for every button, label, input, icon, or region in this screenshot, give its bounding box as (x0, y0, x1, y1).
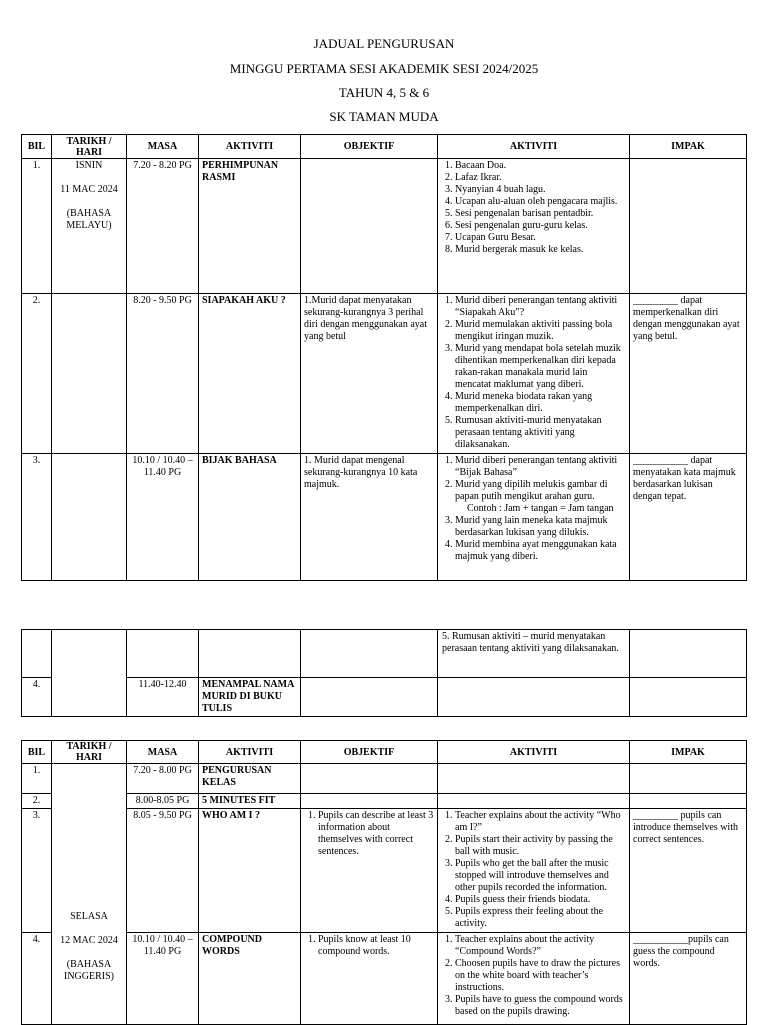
row-steps (438, 794, 630, 809)
row-impak: _________ pupils can introduce themselves with correct sentences. (630, 809, 747, 933)
row-steps (438, 678, 630, 717)
list-item: 3. Murid yang mendapat bola setelah muzik dihentikan memperkenalkan diri kepada rakan-rakan manakala murid lain mencatat maklumat yang diberi. (455, 343, 626, 391)
list-item: 1. Teacher explains about the activity “Who am I?” (455, 810, 626, 834)
table-header-row (22, 135, 747, 159)
row-steps (438, 809, 630, 933)
table-row (22, 809, 747, 933)
row-steps (438, 294, 630, 454)
row-objektif (301, 794, 438, 809)
col-impak: IMPAK (630, 135, 747, 159)
row-steps: 5. Rumusan aktiviti – murid menyatakan perasaan tentang aktiviti yang dilaksanakan. (438, 630, 630, 678)
row-masa: 8.00-8.05 PG (127, 794, 199, 809)
row-aktiviti: SIAPAKAH AKU ? (199, 294, 301, 454)
row-masa (127, 630, 199, 678)
col-objektif: OBJEKTIF (301, 741, 438, 764)
row-objektif (301, 764, 438, 794)
row-objektif (301, 809, 438, 933)
row-masa: 10.10 / 10.40 – 11.40 PG (127, 933, 199, 1025)
row-steps (438, 159, 630, 294)
row-impak (630, 630, 747, 678)
row-objektif (301, 159, 438, 294)
day-date: 11 MAC 2024 (60, 184, 118, 195)
row-impak (630, 794, 747, 809)
row-bil: 1. (22, 764, 52, 794)
row-steps (438, 933, 630, 1025)
row-bil: 1. (22, 159, 52, 294)
list-item: 5. Pupils express their feeling about the activity. (455, 906, 626, 930)
row-impak: _________ dapat memperkenalkan diri dengan menggunakan ayat yang betul. (630, 294, 747, 454)
list-item: 4. Ucapan alu-aluan oleh pengacara majlis. (455, 196, 626, 208)
table-header-row (22, 741, 747, 764)
list-item: 8. Murid bergerak masuk ke kelas. (455, 244, 626, 256)
row-aktiviti (199, 630, 301, 678)
col-aktiviti-steps: AKTIVITI (438, 741, 630, 764)
row-steps (438, 764, 630, 794)
row-aktiviti: PERHIMPUNAN RASMI (199, 159, 301, 294)
list-item: 2. Pupils start their activity by passing the ball with music. (455, 834, 626, 858)
list-item: 1. Pupils can describe at least 3 information about themselves with correct sentences. (318, 810, 434, 858)
row-aktiviti: PENGURUSAN KELAS (199, 764, 301, 794)
day-subject: (BAHASA INGGERIS) (64, 959, 114, 982)
row-masa: 8.20 - 9.50 PG (127, 294, 199, 454)
day-subject: (BAHASA MELAYU) (66, 208, 112, 231)
list-item: 1. Murid diberi penerangan tentang aktiviti “Bijak Bahasa” (455, 455, 626, 479)
col-aktiviti-steps: AKTIVITI (438, 135, 630, 159)
list-item: 5. Sesi pengenalan barisan pentadbir. (455, 208, 626, 220)
day-name: ISNIN (75, 160, 103, 171)
doc-year-line: TAHUN 4, 5 & 6 (338, 85, 430, 100)
list-item: 7. Ucapan Guru Besar. (455, 232, 626, 244)
list-item: 4. Pupils guess their friends biodata. (455, 894, 626, 906)
col-objektif: OBJEKTIF (301, 135, 438, 159)
table-row (22, 294, 747, 454)
row-aktiviti: WHO AM I ? (199, 809, 301, 933)
row-steps (438, 454, 630, 581)
list-item: 1. Murid diberi penerangan tentang aktiviti “Siapakah Aku”? (455, 295, 626, 319)
day-cell-empty (52, 454, 127, 581)
table-row (22, 454, 747, 581)
table-row (22, 764, 747, 794)
list-item: 6. Sesi pengenalan guru-guru kelas. (455, 220, 626, 232)
row-bil: 4. (22, 678, 52, 717)
table-row (22, 794, 747, 809)
day-cell-empty (52, 630, 127, 717)
row-masa: 11.40-12.40 (127, 678, 199, 717)
col-masa: MASA (127, 741, 199, 764)
list-item: 2. Lafaz Ikrar. (455, 172, 626, 184)
list-item: 3. Pupils have to guess the compound words based on the pupils drawing. (455, 994, 626, 1018)
row-objektif: 1.Murid dapat menyatakan sekurang-kurangnya 3 perihal diri dengan menggunakan ayat yang betul (301, 294, 438, 454)
row-aktiviti: MENAMPAL NAMA MURID DI BUKU TULIS (199, 678, 301, 717)
col-tarikh: TARIKH / HARI (52, 135, 127, 159)
row-bil: 2. (22, 794, 52, 809)
list-item: 1. Bacaan Doa. (455, 160, 626, 172)
list-item: 4. Murid meneka biodata rakan yang memperkenalkan diri. (455, 391, 626, 415)
col-bil: BIL (22, 741, 52, 764)
row-impak (630, 764, 747, 794)
table-row (22, 159, 747, 294)
col-bil: BIL (22, 135, 52, 159)
list-item: 4. Murid membina ayat menggunakan kata majmuk yang diberi. (455, 539, 626, 563)
doc-school-name: SK TAMAN MUDA (329, 109, 439, 124)
row-aktiviti: 5 MINUTES FIT (199, 794, 301, 809)
row-objektif (301, 678, 438, 717)
row-bil: 2. (22, 294, 52, 454)
day-name: SELASA (70, 911, 108, 922)
list-item: 3. Nyanyian 4 buah lagu. (455, 184, 626, 196)
row-masa: 10.10 / 10.40 – 11.40 PG (127, 454, 199, 581)
list-item: 3. Murid yang lain meneka kata majmuk berdasarkan lukisan yang dilukis. (455, 515, 626, 539)
row-objektif: 1. Murid dapat mengenal sekurang-kurangnya 10 kata majmuk. (301, 454, 438, 581)
list-item (455, 479, 626, 515)
row-aktiviti: COMPOUND WORDS (199, 933, 301, 1025)
row-masa: 8.05 - 9.50 PG (127, 809, 199, 933)
table-row (22, 630, 747, 678)
list-item: 1. Teacher explains about the activity “Compound Words?” (455, 934, 626, 958)
schedule-table-monday (21, 134, 747, 581)
day-cell (52, 159, 127, 294)
list-item: 5. Rumusan aktiviti-murid menyatakan perasaan tentang aktiviti yang dilaksanakan. (455, 415, 626, 451)
col-tarikh: TARIKH / HARI (52, 741, 127, 764)
doc-subtitle: MINGGU PERTAMA SESI AKADEMIK SESI 2024/2025 (229, 61, 539, 76)
col-aktiviti: AKTIVITI (199, 741, 301, 764)
row-bil: 3. (22, 454, 52, 581)
table-row (22, 933, 747, 1025)
row-objektif (301, 933, 438, 1025)
row-impak (630, 159, 747, 294)
day-cell-empty (52, 294, 127, 454)
day-date: 12 MAC 2024 (60, 935, 118, 946)
schedule-table-continuation (21, 629, 747, 717)
list-item: 1. Pupils know at least 10 compound words. (318, 934, 434, 958)
col-impak: IMPAK (630, 741, 747, 764)
list-item: 2. Murid memulakan aktiviti passing bola mengikut iringan muzik. (455, 319, 626, 343)
row-bil (22, 630, 52, 678)
row-aktiviti: BIJAK BAHASA (199, 454, 301, 581)
row-bil: 4. (22, 933, 52, 1025)
list-item: 3. Pupils who get the ball after the music stopped will introduve themselves and other pupils recorded the information. (455, 858, 626, 894)
example-text: Contoh : Jam + tangan = Jam tangan (467, 503, 614, 514)
col-aktiviti: AKTIVITI (199, 135, 301, 159)
row-objektif (301, 630, 438, 678)
row-bil: 3. (22, 809, 52, 933)
row-impak: ___________pupils can guess the compound words. (630, 933, 747, 1025)
list-item-text: Murid yang dipilih melukis gambar di papan putih mengikut arahan guru. (455, 479, 608, 502)
row-impak: ___________ dapat menyatakan kata majmuk berdasarkan lukisan dengan tepat. (630, 454, 747, 581)
row-masa: 7.20 - 8.00 PG (127, 764, 199, 794)
day-cell (52, 764, 127, 1025)
list-item: 2. Choosen pupils have to draw the pictures on the white board with teacher’s instructions. (455, 958, 626, 994)
row-impak (630, 678, 747, 717)
table-row (22, 678, 747, 717)
col-masa: MASA (127, 135, 199, 159)
row-masa: 7.20 - 8.20 PG (127, 159, 199, 294)
schedule-table-tuesday (21, 740, 747, 1025)
doc-title: JADUAL PENGURUSAN (313, 36, 455, 51)
